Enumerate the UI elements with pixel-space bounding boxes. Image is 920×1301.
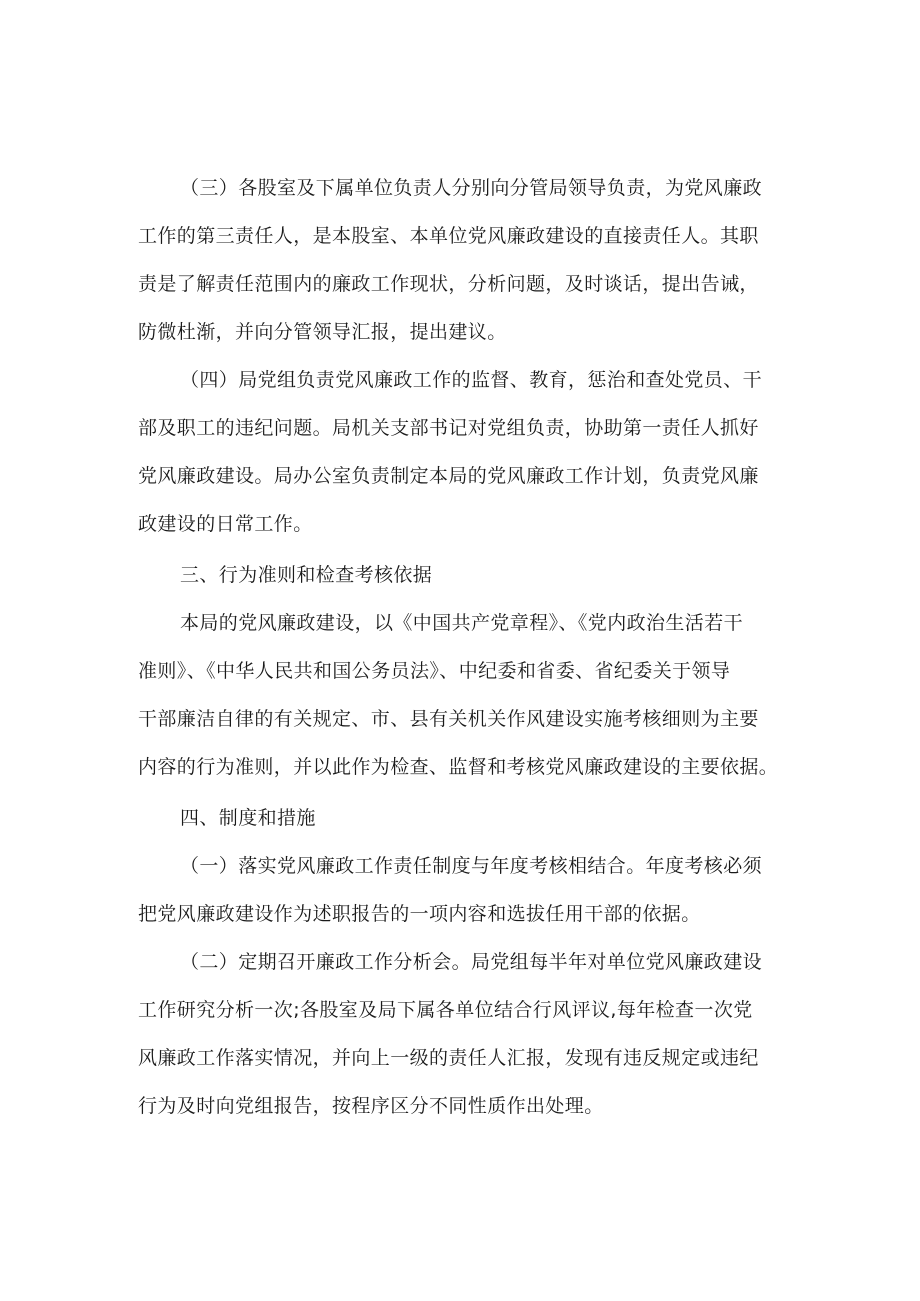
paragraph-line: 防微杜渐，并向分管领导汇报，提出建议。 <box>138 321 507 343</box>
paragraph-line: 准则》、《中华人民共和国公务员法》、中纪委和省委、省纪委关于领导 <box>138 660 731 682</box>
paragraph-line: 部及职工的违纪问题。局机关支部书记对党组负责，协助第一责任人抓好 <box>138 417 759 439</box>
paragraph-line: 内容的行为准则，并以此作为检查、监督和考核党风廉政建设的主要依据。 <box>138 756 779 778</box>
paragraph-line: 工作研究分析一次;各股室及局下属各单位结合行风评议,每年检查一次党 <box>138 999 753 1021</box>
paragraph-line: （二）定期召开廉政工作分析会。局党组每半年对单位党风廉政建设 <box>180 951 763 973</box>
paragraph-line: 干部廉洁自律的有关规定、市、县有关机关作风建设实施考核细则为主要 <box>138 708 759 730</box>
paragraph-line: 责是了解责任范围内的廉政工作现状，分析问题，及时谈话，提出告诫， <box>138 273 759 295</box>
paragraph-line: 风廉政工作落实情况，并向上一级的责任人汇报，发现有违反规定或违纪 <box>138 1047 759 1069</box>
paragraph-line: （四）局党组负责党风廉政工作的监督、教育，惩治和查处党员、干 <box>180 369 763 391</box>
paragraph-line: （三）各股室及下属单位负责人分别向分管局领导负责，为党风廉政 <box>180 177 763 199</box>
paragraph-line: 行为及时向党组报告，按程序区分不同性质作出处理。 <box>138 1095 604 1117</box>
paragraph-line: 本局的党风廉政建设，以《中国共产党章程》、《党内政治生活若干 <box>180 612 744 634</box>
paragraph-line: 政建设的日常工作。 <box>138 513 313 535</box>
paragraph-line: 把党风廉政建设作为述职报告的一项内容和选拔任用干部的依据。 <box>138 903 701 925</box>
paragraph-line: （一）落实党风廉政工作责任制度与年度考核相结合。年度考核必须 <box>180 855 763 877</box>
section-heading-conduct-rules: 三、行为准则和检查考核依据 <box>180 564 433 586</box>
paragraph-line: 工作的第三责任人，是本股室、本单位党风廉政建设的直接责任人。其职 <box>138 225 759 247</box>
section-heading-systems-measures: 四、制度和措施 <box>180 807 316 829</box>
paragraph-line: 党风廉政建设。局办公室负责制定本局的党风廉政工作计划，负责党风廉 <box>138 465 759 487</box>
